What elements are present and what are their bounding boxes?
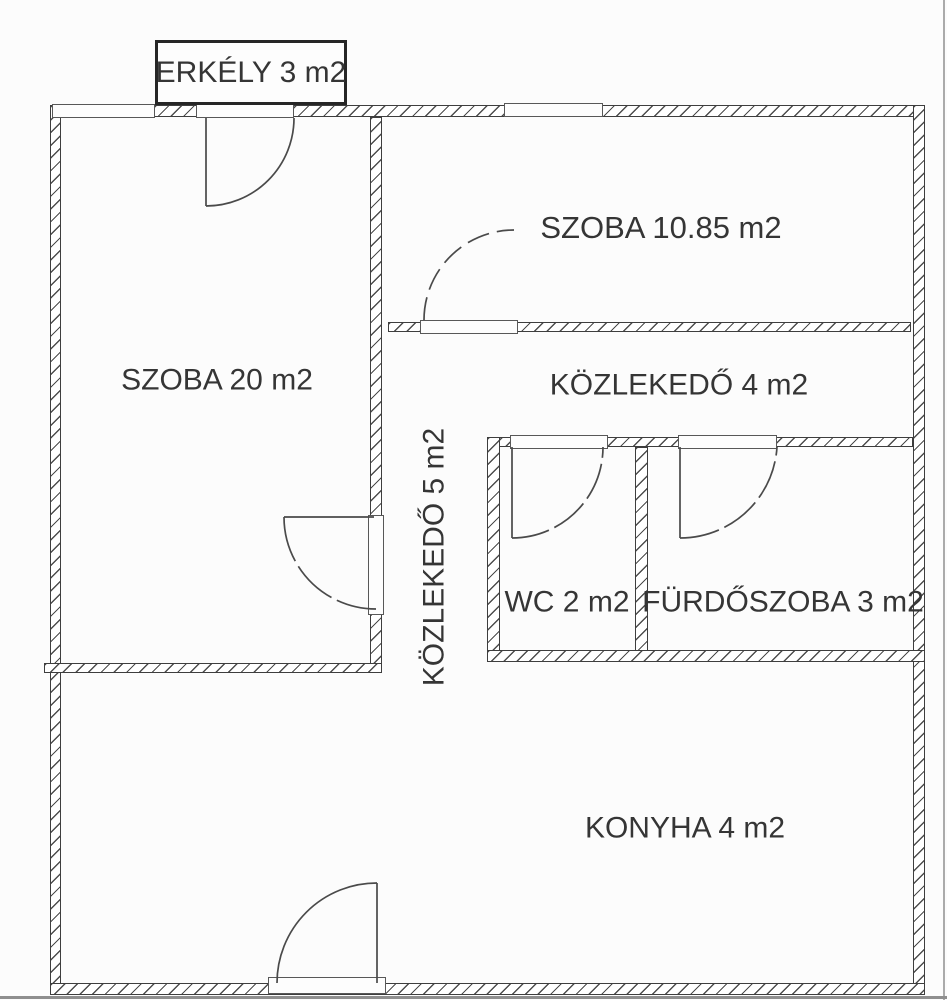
balcony-door-arc — [206, 118, 294, 206]
room-label-szoba1085: SZOBA 10.85 m2 — [540, 209, 782, 245]
room-label-erkely: ERKÉLY 3 m2 — [155, 56, 347, 89]
wall-bottom — [50, 983, 925, 995]
furdoszoba-door-arc — [680, 447, 777, 538]
window-szoba1085 — [504, 103, 603, 117]
room-label-kozlekedo5: KÖZLEKEDŐ 5 m2 — [417, 427, 451, 687]
wall-szoba20-bottom — [44, 663, 382, 673]
entrance-door — [277, 883, 377, 983]
window-szoba20-left — [52, 104, 155, 118]
wall-wc-left — [487, 437, 500, 662]
szoba20-door — [284, 517, 376, 609]
szoba1085-door — [424, 230, 514, 320]
balcony-door — [206, 118, 294, 206]
entrance-door-arc — [277, 883, 377, 983]
wall-wcblock-bottom — [487, 650, 925, 662]
wall-right — [913, 105, 925, 995]
szoba1085-door-opening — [420, 320, 518, 334]
szoba20-door-arc — [284, 517, 376, 609]
wall-left — [50, 105, 61, 995]
room-label-konyha: KONYHA 4 m2 — [584, 811, 786, 845]
room-label-szoba20: SZOBA 20 m2 — [121, 363, 313, 397]
szoba1085-door-arc — [424, 230, 514, 320]
wc-door — [512, 447, 603, 538]
furdoszoba-door — [680, 447, 777, 538]
szoba20-door-opening — [368, 515, 384, 615]
wall-top — [52, 105, 925, 117]
room-label-kozlekedo4: KÖZLEKEDŐ 4 m2 — [549, 368, 809, 402]
scan-edge-bottom — [0, 996, 947, 999]
balcony-door-opening — [196, 104, 294, 118]
balcony-outline — [155, 40, 347, 105]
room-label-wc: WC 2 m2 — [504, 585, 630, 619]
wall-wc-furdo-divider — [635, 447, 648, 662]
entrance-door-sill — [268, 977, 386, 994]
furdoszoba-door-opening — [678, 435, 777, 449]
room-label-furdoszoba: FÜRDŐSZOBA 3 m2 — [642, 585, 924, 619]
scan-edge-right — [943, 0, 945, 1000]
wc-door-opening — [510, 435, 608, 449]
wc-door-arc — [512, 447, 603, 538]
